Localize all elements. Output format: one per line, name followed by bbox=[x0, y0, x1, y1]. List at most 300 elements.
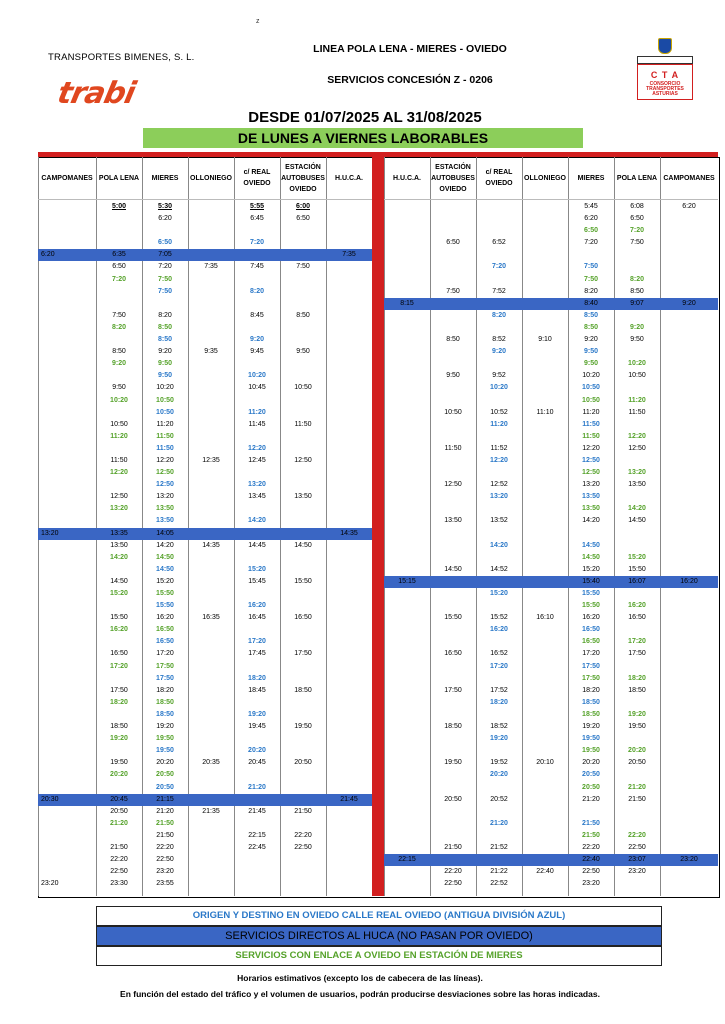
time-cell: 10:52 bbox=[490, 408, 508, 416]
time-cell: 8:20 bbox=[629, 275, 644, 283]
time-cell: 12:20 bbox=[248, 444, 266, 452]
time-cell: 7:50 bbox=[157, 275, 172, 283]
time-cell: 18:45 bbox=[248, 686, 266, 694]
time-cell: 22:45 bbox=[248, 843, 266, 851]
time-cell: 17:20 bbox=[628, 638, 646, 646]
time-cell: 15:20 bbox=[110, 590, 128, 597]
time-cell: 19:20 bbox=[628, 710, 646, 718]
time-cell: 21:22 bbox=[490, 868, 508, 876]
time-cell: 8:50 bbox=[157, 336, 172, 344]
time-cell: 14:35 bbox=[340, 529, 358, 537]
time-cell: 20:50 bbox=[156, 771, 174, 779]
time-cell: 21:15 bbox=[156, 795, 174, 803]
time-cell: 13:50 bbox=[294, 493, 312, 501]
time-cell: 21:50 bbox=[628, 795, 646, 803]
time-cell: 13:50 bbox=[110, 541, 128, 549]
time-cell: 6:45 bbox=[250, 215, 264, 223]
time-cell: 8:20 bbox=[158, 311, 172, 319]
time-cell: 23:30 bbox=[110, 880, 128, 888]
time-cell: 21:50 bbox=[582, 831, 600, 839]
time-cell: 16:50 bbox=[582, 638, 600, 646]
time-cell: 19:20 bbox=[156, 723, 174, 731]
footer-note-2: En función del estado del tráfico y el volumen de usuarios, podrán producirse desviaciones sobre las horas indicadas. bbox=[120, 989, 600, 999]
time-cell: 22:50 bbox=[628, 843, 646, 851]
time-cell: 5:45 bbox=[584, 203, 598, 210]
time-cell: 16:10 bbox=[536, 614, 554, 622]
time-cell: 21:35 bbox=[202, 807, 220, 815]
time-cell: 23:20 bbox=[41, 880, 59, 888]
time-cell: 19:20 bbox=[490, 735, 508, 743]
time-cell: 8:20 bbox=[491, 311, 506, 319]
time-cell: 14:50 bbox=[628, 517, 646, 525]
time-cell: 6:50 bbox=[157, 239, 172, 247]
time-cell: 10:50 bbox=[156, 408, 174, 416]
time-cell: 7:50 bbox=[630, 239, 644, 247]
column-header: H.U.C.A. bbox=[393, 174, 421, 182]
column-header: POLA LENA bbox=[616, 174, 658, 182]
time-cell: 19:20 bbox=[248, 710, 266, 718]
time-cell: 15:50 bbox=[582, 590, 600, 597]
time-cell: 18:52 bbox=[490, 723, 508, 731]
time-cell: 20:50 bbox=[582, 783, 600, 791]
time-cell: 21:20 bbox=[490, 819, 508, 827]
time-cell: 12:50 bbox=[294, 456, 312, 464]
time-cell: 9:20 bbox=[682, 299, 696, 307]
time-cell: 11:50 bbox=[582, 420, 600, 428]
time-cell: 13:52 bbox=[490, 517, 508, 525]
time-cell: 13:50 bbox=[582, 505, 600, 513]
time-cell: 21:45 bbox=[248, 807, 266, 815]
time-cell: 7:20 bbox=[491, 263, 506, 271]
time-cell: 18:20 bbox=[628, 674, 646, 682]
time-cell: 9:52 bbox=[492, 372, 506, 380]
time-cell: 22:50 bbox=[156, 856, 174, 864]
trabi-logo: trabi bbox=[54, 76, 138, 111]
time-cell: 11:20 bbox=[628, 396, 646, 404]
time-cell: 6:50 bbox=[112, 263, 126, 271]
time-cell: 11:20 bbox=[490, 420, 508, 428]
time-cell: 14:20 bbox=[110, 553, 128, 561]
time-cell: 16:50 bbox=[156, 638, 174, 646]
time-cell: 14:50 bbox=[582, 553, 600, 561]
time-cell: 10:50 bbox=[156, 396, 174, 404]
column-header: ESTACIÓN AUTOBUSES OVIEDO bbox=[431, 163, 475, 193]
cta-logo bbox=[637, 38, 693, 108]
time-cell: 11:50 bbox=[582, 432, 600, 440]
column-header: OLLONIEGO bbox=[524, 174, 566, 182]
time-cell: 13:20 bbox=[110, 505, 128, 513]
time-cell: 21:50 bbox=[156, 831, 174, 839]
time-cell: 11:50 bbox=[110, 456, 128, 464]
time-cell: 21:20 bbox=[110, 819, 128, 827]
time-cell: 8:20 bbox=[584, 287, 598, 295]
time-cell: 8:52 bbox=[492, 336, 506, 344]
column-header: CAMPOMANES bbox=[41, 174, 93, 182]
time-cell: 21:20 bbox=[156, 807, 174, 815]
time-cell: 14:20 bbox=[490, 541, 508, 549]
time-cell: 7:35 bbox=[204, 263, 218, 271]
time-cell: 20:45 bbox=[110, 795, 128, 803]
time-cell: 10:50 bbox=[582, 396, 600, 404]
time-cell: 14:52 bbox=[490, 565, 508, 573]
time-cell: 22:20 bbox=[294, 831, 312, 839]
time-cell: 22:50 bbox=[110, 868, 128, 876]
time-cell: 16:50 bbox=[582, 626, 600, 634]
time-cell: 18:20 bbox=[248, 674, 266, 682]
time-cell: 22:52 bbox=[490, 880, 508, 888]
time-cell: 16:52 bbox=[490, 650, 508, 658]
time-cell: 7:45 bbox=[250, 263, 264, 271]
time-cell: 12:45 bbox=[248, 456, 266, 464]
time-cell: 9:50 bbox=[446, 372, 460, 380]
time-cell: 17:50 bbox=[628, 650, 646, 658]
time-cell: 12:50 bbox=[444, 481, 462, 489]
company-name: TRANSPORTES BIMENES, S. L. bbox=[48, 52, 195, 63]
time-cell: 6:35 bbox=[112, 251, 126, 259]
time-cell: 9:50 bbox=[583, 360, 598, 368]
time-cell: 7:50 bbox=[583, 275, 598, 283]
time-cell: 12:35 bbox=[202, 456, 220, 464]
column-header: MIERES bbox=[577, 174, 605, 182]
time-cell: 20:50 bbox=[110, 807, 128, 815]
time-cell: 8:45 bbox=[250, 311, 264, 319]
time-cell: 12:20 bbox=[156, 456, 174, 464]
time-cell: 9:10 bbox=[538, 336, 552, 344]
time-cell: 18:50 bbox=[110, 723, 128, 731]
time-cell: 6:00 bbox=[295, 203, 310, 210]
time-cell: 10:20 bbox=[490, 384, 508, 392]
time-cell: 21:52 bbox=[490, 843, 508, 851]
time-cell: 11:20 bbox=[248, 408, 266, 416]
time-cell: 14:50 bbox=[582, 541, 600, 549]
time-cell: 10:50 bbox=[294, 384, 312, 392]
time-cell: 14:20 bbox=[628, 505, 646, 513]
column-header: CAMPOMANES bbox=[663, 174, 715, 182]
time-cell: 19:50 bbox=[444, 759, 462, 767]
time-cell: 7:50 bbox=[296, 263, 310, 271]
legend-mieres-link: SERVICIOS CON ENLACE A OVIEDO EN ESTACIÓN DE MIERES bbox=[96, 946, 662, 966]
time-cell: 12:50 bbox=[110, 493, 128, 501]
time-cell: 7:35 bbox=[342, 251, 356, 259]
time-cell: 18:20 bbox=[490, 698, 508, 706]
time-cell: 23:20 bbox=[582, 880, 600, 888]
time-cell: 19:50 bbox=[582, 747, 600, 755]
time-cell: 20:50 bbox=[444, 795, 462, 803]
time-cell: 14:50 bbox=[444, 565, 462, 573]
time-cell: 15:20 bbox=[628, 553, 646, 561]
time-cell: 15:50 bbox=[294, 577, 312, 585]
time-cell: 15:20 bbox=[156, 577, 174, 585]
time-cell: 9:50 bbox=[112, 384, 126, 392]
time-cell: 12:50 bbox=[582, 469, 600, 477]
time-cell: 18:20 bbox=[582, 686, 600, 694]
time-cell: 7:20 bbox=[249, 239, 264, 247]
time-cell: 20:52 bbox=[490, 795, 508, 803]
time-cell: 18:50 bbox=[156, 698, 174, 706]
time-cell: 9:07 bbox=[630, 299, 644, 307]
time-cell: 8:15 bbox=[400, 299, 414, 307]
time-cell: 11:50 bbox=[156, 432, 174, 440]
time-cell: 11:20 bbox=[582, 408, 600, 416]
time-cell: 16:50 bbox=[628, 614, 646, 622]
time-cell: 23:07 bbox=[628, 856, 646, 864]
days-banner: DE LUNES A VIERNES LABORABLES bbox=[143, 128, 583, 148]
time-cell: 14:20 bbox=[582, 517, 600, 525]
time-cell: 22:15 bbox=[398, 856, 416, 864]
time-cell: 22:15 bbox=[248, 831, 266, 839]
time-cell: 9:50 bbox=[296, 348, 310, 356]
time-cell: 11:52 bbox=[490, 444, 508, 452]
time-cell: 13:50 bbox=[156, 517, 174, 525]
time-cell: 22:20 bbox=[582, 843, 600, 851]
time-cell: 20:45 bbox=[248, 759, 266, 767]
time-cell: 12:20 bbox=[628, 432, 646, 440]
time-cell: 14:50 bbox=[294, 541, 312, 549]
time-cell: 11:10 bbox=[536, 408, 554, 416]
time-cell: 9:20 bbox=[249, 336, 264, 344]
time-cell: 17:50 bbox=[110, 686, 128, 694]
time-cell: 6:08 bbox=[630, 203, 644, 210]
time-cell: 18:50 bbox=[628, 686, 646, 694]
time-cell: 19:50 bbox=[582, 735, 600, 743]
time-cell: 14:45 bbox=[248, 541, 266, 549]
time-cell: 14:20 bbox=[248, 517, 266, 525]
time-cell: 17:50 bbox=[156, 674, 174, 682]
time-cell: 16:20 bbox=[680, 577, 698, 585]
time-cell: 10:20 bbox=[110, 396, 128, 404]
time-cell: 23:20 bbox=[680, 856, 698, 864]
time-cell: 9:50 bbox=[583, 348, 598, 356]
time-cell: 18:50 bbox=[582, 710, 600, 718]
time-cell: 17:50 bbox=[582, 662, 600, 670]
time-cell: 13:20 bbox=[628, 469, 646, 477]
time-cell: 17:20 bbox=[248, 638, 266, 646]
time-cell: 12:20 bbox=[490, 456, 508, 464]
legend-direct-huca: SERVICIOS DIRECTOS AL HUCA (NO PASAN POR OVIEDO) bbox=[96, 926, 662, 946]
time-cell: 6:52 bbox=[492, 239, 506, 247]
time-cell: 19:50 bbox=[294, 723, 312, 731]
time-cell: 17:20 bbox=[156, 650, 174, 658]
time-cell: 6:20 bbox=[41, 251, 55, 259]
time-cell: 5:00 bbox=[111, 203, 126, 210]
time-cell: 22:40 bbox=[582, 856, 600, 864]
time-cell: 13:45 bbox=[248, 493, 266, 501]
time-cell: 10:20 bbox=[628, 360, 646, 368]
time-cell: 9:20 bbox=[111, 360, 126, 368]
time-cell: 15:20 bbox=[248, 565, 266, 573]
time-cell: 17:20 bbox=[582, 650, 600, 658]
time-cell: 19:50 bbox=[156, 747, 174, 755]
time-cell: 9:50 bbox=[157, 360, 172, 368]
time-cell: 20:50 bbox=[294, 759, 312, 767]
time-cell: 7:52 bbox=[492, 287, 506, 295]
time-cell: 15:15 bbox=[398, 577, 416, 585]
time-cell: 7:20 bbox=[584, 239, 598, 247]
time-cell: 5:30 bbox=[157, 203, 172, 210]
time-cell: 20:20 bbox=[490, 771, 508, 779]
time-cell: 19:45 bbox=[248, 723, 266, 731]
time-cell: 17:50 bbox=[582, 674, 600, 682]
time-cell: 17:20 bbox=[110, 662, 128, 670]
time-cell: 22:50 bbox=[444, 880, 462, 888]
time-cell: 21:45 bbox=[340, 795, 358, 803]
time-cell: 19:52 bbox=[490, 759, 508, 767]
time-cell: 9:35 bbox=[204, 348, 218, 356]
time-cell: 20:10 bbox=[536, 759, 554, 767]
time-cell: 22:20 bbox=[110, 856, 128, 864]
time-cell: 13:50 bbox=[156, 505, 174, 513]
time-cell: 11:50 bbox=[628, 408, 646, 416]
time-cell: 16:35 bbox=[202, 614, 220, 622]
time-cell: 22:50 bbox=[582, 868, 600, 876]
time-cell: 22:40 bbox=[536, 868, 554, 876]
time-cell: 12:50 bbox=[156, 481, 174, 489]
time-cell: 6:20 bbox=[682, 203, 696, 210]
time-cell: 7:50 bbox=[157, 287, 172, 295]
time-cell: 18:20 bbox=[156, 686, 174, 694]
time-cell: 12:20 bbox=[110, 469, 128, 477]
time-cell: 15:20 bbox=[490, 590, 508, 597]
time-cell: 13:35 bbox=[110, 529, 128, 537]
time-cell: 14:50 bbox=[156, 565, 174, 573]
time-cell: 16:20 bbox=[582, 614, 600, 622]
time-cell: 13:20 bbox=[156, 493, 174, 501]
time-cell: 22:20 bbox=[156, 843, 174, 851]
time-cell: 22:50 bbox=[294, 843, 312, 851]
time-cell: 21:50 bbox=[294, 807, 312, 815]
time-cell: 11:50 bbox=[156, 444, 174, 452]
time-cell: 11:20 bbox=[110, 432, 128, 440]
time-cell: 16:20 bbox=[248, 602, 266, 610]
time-cell: 20:20 bbox=[156, 759, 174, 767]
time-cell: 13:50 bbox=[628, 481, 646, 489]
time-cell: 14:35 bbox=[202, 541, 220, 549]
time-cell: 20:20 bbox=[110, 771, 128, 779]
time-cell: 21:20 bbox=[248, 783, 266, 791]
time-cell: 20:50 bbox=[628, 759, 646, 767]
time-cell: 16:50 bbox=[156, 626, 174, 634]
asturias-crest-icon bbox=[658, 38, 672, 54]
time-cell: 16:45 bbox=[248, 614, 266, 622]
time-cell: 10:20 bbox=[248, 372, 266, 380]
time-cell: 8:20 bbox=[111, 323, 126, 331]
time-cell: 7:20 bbox=[158, 263, 172, 271]
time-cell: 9:20 bbox=[491, 348, 506, 356]
time-cell: 16:50 bbox=[110, 650, 128, 658]
time-cell: 18:50 bbox=[156, 710, 174, 718]
time-cell: 16:07 bbox=[628, 577, 646, 585]
time-cell: 13:20 bbox=[582, 481, 600, 489]
time-cell: 22:20 bbox=[444, 868, 462, 876]
time-cell: 19:50 bbox=[110, 759, 128, 767]
time-cell: 23:20 bbox=[628, 868, 646, 876]
time-cell: 9:20 bbox=[629, 323, 644, 331]
time-cell: 23:55 bbox=[156, 880, 174, 888]
time-cell: 15:50 bbox=[628, 565, 646, 573]
time-cell: 18:50 bbox=[582, 698, 600, 706]
time-cell: 21:20 bbox=[628, 783, 646, 791]
time-cell: 13:50 bbox=[582, 493, 600, 501]
time-cell: 12:50 bbox=[628, 444, 646, 452]
time-cell: 6:20 bbox=[158, 215, 172, 223]
time-cell: 8:50 bbox=[112, 348, 126, 356]
time-cell: 20:20 bbox=[582, 759, 600, 767]
time-cell: 12:50 bbox=[156, 469, 174, 477]
time-cell: 15:50 bbox=[156, 602, 174, 610]
time-cell: 13:50 bbox=[444, 517, 462, 525]
time-cell: 14:20 bbox=[156, 541, 174, 549]
time-cell: 10:50 bbox=[444, 408, 462, 416]
time-cell: 15:52 bbox=[490, 614, 508, 622]
time-cell: 14:50 bbox=[110, 577, 128, 585]
time-cell: 12:20 bbox=[582, 444, 600, 452]
time-cell: 14:50 bbox=[156, 553, 174, 561]
time-cell: 17:20 bbox=[490, 662, 508, 670]
time-cell: 15:45 bbox=[248, 577, 266, 585]
time-cell: 10:20 bbox=[582, 372, 600, 380]
time-cell: 7:50 bbox=[583, 263, 598, 271]
footer-note-1: Horarios estimativos (excepto los de cabecera de las líneas). bbox=[237, 973, 483, 983]
time-cell: 9:50 bbox=[157, 372, 172, 380]
legend-calle-real: ORIGEN Y DESTINO EN OVIEDO CALLE REAL OVIEDO (ANTIGUA DIVISIÓN AZUL) bbox=[96, 906, 662, 926]
time-cell: 17:50 bbox=[444, 686, 462, 694]
time-cell: 21:50 bbox=[444, 843, 462, 851]
time-cell: 16:50 bbox=[294, 614, 312, 622]
time-cell: 20:20 bbox=[628, 747, 646, 755]
time-cell: 8:50 bbox=[296, 311, 310, 319]
time-cell: 18:50 bbox=[444, 723, 462, 731]
time-cell: 16:20 bbox=[110, 626, 128, 634]
direction-divider bbox=[372, 152, 384, 896]
time-cell: 6:50 bbox=[630, 215, 644, 223]
time-cell: 8:40 bbox=[584, 299, 598, 307]
time-cell: 9:20 bbox=[584, 336, 598, 344]
time-cell: 15:50 bbox=[444, 614, 462, 622]
time-cell: 13:20 bbox=[41, 529, 59, 537]
time-cell: 20:50 bbox=[582, 771, 600, 779]
time-cell: 13:20 bbox=[490, 493, 508, 501]
time-cell: 6:20 bbox=[584, 215, 598, 223]
time-cell: 12:50 bbox=[582, 456, 600, 464]
time-cell: 20:30 bbox=[41, 795, 59, 803]
column-header: POLA LENA bbox=[98, 174, 140, 182]
time-cell: 20:20 bbox=[248, 747, 266, 755]
time-cell: 8:50 bbox=[157, 323, 172, 331]
time-cell: 7:20 bbox=[111, 275, 126, 283]
time-cell: 19:50 bbox=[628, 723, 646, 731]
time-cell: 10:20 bbox=[156, 384, 174, 392]
time-cell: 8:50 bbox=[583, 311, 598, 319]
time-cell: 17:50 bbox=[294, 650, 312, 658]
time-cell: 10:50 bbox=[582, 384, 600, 392]
time-cell: 8:50 bbox=[583, 323, 598, 331]
time-cell: 21:50 bbox=[156, 819, 174, 827]
time-cell: 15:40 bbox=[582, 577, 600, 585]
time-cell: 7:20 bbox=[629, 227, 644, 235]
time-cell: 12:52 bbox=[490, 481, 508, 489]
column-header: ESTACIÓN AUTOBUSES OVIEDO bbox=[281, 163, 325, 193]
time-cell: 20:50 bbox=[156, 783, 174, 791]
time-cell: 19:20 bbox=[110, 735, 128, 743]
time-cell: 18:20 bbox=[110, 698, 128, 706]
time-cell: 5:55 bbox=[249, 203, 264, 210]
line-title: LINEA POLA LENA - MIERES - OVIEDO bbox=[313, 43, 507, 55]
time-cell: 22:20 bbox=[628, 831, 646, 839]
time-cell: 6:50 bbox=[296, 215, 310, 223]
time-cell: 14:05 bbox=[156, 529, 174, 537]
time-cell: 19:20 bbox=[582, 723, 600, 731]
time-cell: 15:50 bbox=[156, 590, 174, 597]
